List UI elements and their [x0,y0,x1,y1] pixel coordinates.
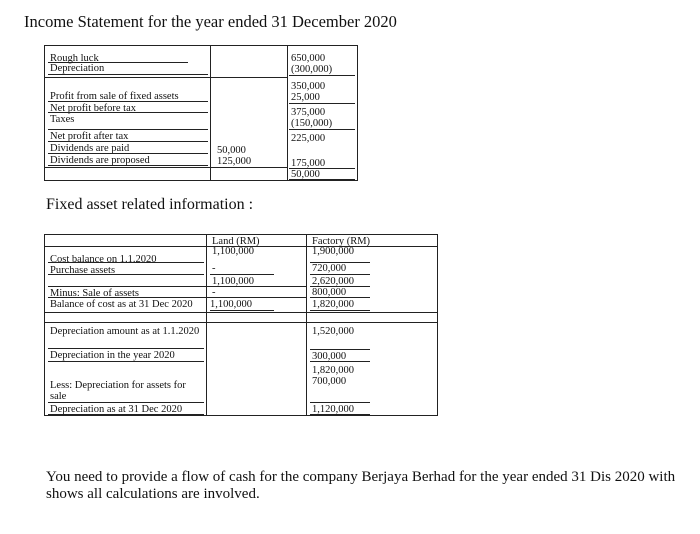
fa-dep-factory: 1,520,000 [312,326,354,337]
fa-land-value: - [212,287,216,298]
income-right-value: (150,000) [291,118,333,129]
fa-cost-label: Cost balance on 1.1.2020 [50,254,157,265]
income-label: Profit from sale of fixed assets [50,91,179,102]
fa-cost-label: Minus: Sale of assets [50,288,139,299]
fa-cost-label: Balance of cost as at 31 Dec 2020 [50,299,193,310]
income-col-divider-1 [210,45,211,181]
fa-section-line [44,312,438,313]
income-right-value: 350,000 [291,81,326,92]
fa-dep-factory: 1,820,000 [312,365,354,376]
fixed-asset-heading: Fixed asset related information : [46,196,254,213]
income-row-line [44,77,288,78]
fa-col-factory: Factory (RM) [312,236,371,247]
income-label: Depreciation [50,63,105,74]
fa-factory-value: 800,000 [312,287,347,298]
fa-factory-value: 1,820,000 [312,299,354,310]
income-right-value: 225,000 [291,133,326,144]
fa-section-line [44,322,438,323]
income-right-value: 50,000 [291,169,320,180]
income-mid-value: 125,000 [217,156,252,167]
income-right-value: 375,000 [291,107,326,118]
income-label: Dividends are paid [50,143,130,154]
fa-cost-label: Purchase assets [50,265,116,276]
fa-dep-factory: 700,000 [312,376,347,387]
fa-land-value: 1,100,000 [212,246,254,257]
fa-factory-value: 1,900,000 [312,246,354,257]
fa-land-value: - [212,263,216,274]
income-col-divider-2 [287,45,288,181]
income-label: Rough luck [50,53,99,64]
fa-dep-label: Depreciation as at 31 Dec 2020 [50,404,183,415]
income-label: Net profit after tax [50,131,129,142]
fa-col-divider-2 [306,234,307,416]
page-title: Income Statement for the year ended 31 December 2020 [24,12,397,31]
income-right-value: 175,000 [291,158,326,169]
income-right-value: 650,000 [291,53,326,64]
fa-col-land: Land (RM) [212,236,260,247]
fa-factory-value: 720,000 [312,263,347,274]
fa-dep-label: Less: Depreciation for assets for sale [50,380,186,402]
income-right-value: (300,000) [291,64,333,75]
fa-dep-label: Depreciation in the year 2020 [50,350,175,361]
income-label: Net profit before tax [50,103,137,114]
instruction-text: You need to provide a flow of cash for the company Berjaya Berhad for the year ended 31 Dis 2020 with shows all calculations are involved. [46,469,676,502]
fa-col-divider-1 [206,234,207,416]
fa-land-value: 1,100,000 [212,276,254,287]
fa-dep-label: Depreciation amount as at 1.1.2020 [50,326,200,337]
income-right-value: 25,000 [291,92,320,103]
income-mid-value: 50,000 [217,145,246,156]
income-label: Taxes [50,114,75,125]
fa-dep-factory: 300,000 [312,351,347,362]
fa-land-value: 1,100,000 [210,299,252,310]
income-label: Dividends are proposed [50,155,150,166]
fa-dep-factory: 1,120,000 [312,404,354,415]
fa-factory-value: 2,620,000 [312,276,354,287]
